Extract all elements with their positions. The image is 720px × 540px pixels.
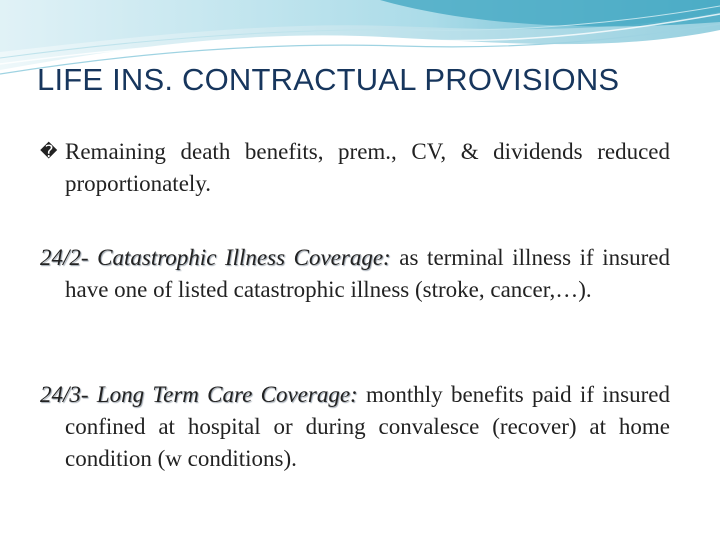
paragraph-text: Remaining death benefits, prem., CV, & dividends reduced proportionately. <box>65 139 670 196</box>
page-title: LIFE INS. CONTRACTUAL PROVISIONS <box>37 62 620 97</box>
paragraph-text: monthly benefits paid if insured confined at hospital or during convalesce (recover) at home condition (w conditions). <box>65 382 670 471</box>
list-item-remaining-benefits <box>40 136 670 200</box>
list-item-catastrophic-illness <box>40 242 670 306</box>
provision-heading: 24/3- Long Term Care Coverage: <box>40 382 358 407</box>
paragraph-text: as terminal illness if insured have one of listed catastrophic illness (stroke, cancer,…). <box>65 245 670 302</box>
provision-heading: 24/2- Catastrophic Illness Coverage: <box>40 245 391 270</box>
bullet-glyph: � <box>40 142 58 162</box>
list-item-long-term-care <box>40 379 670 475</box>
